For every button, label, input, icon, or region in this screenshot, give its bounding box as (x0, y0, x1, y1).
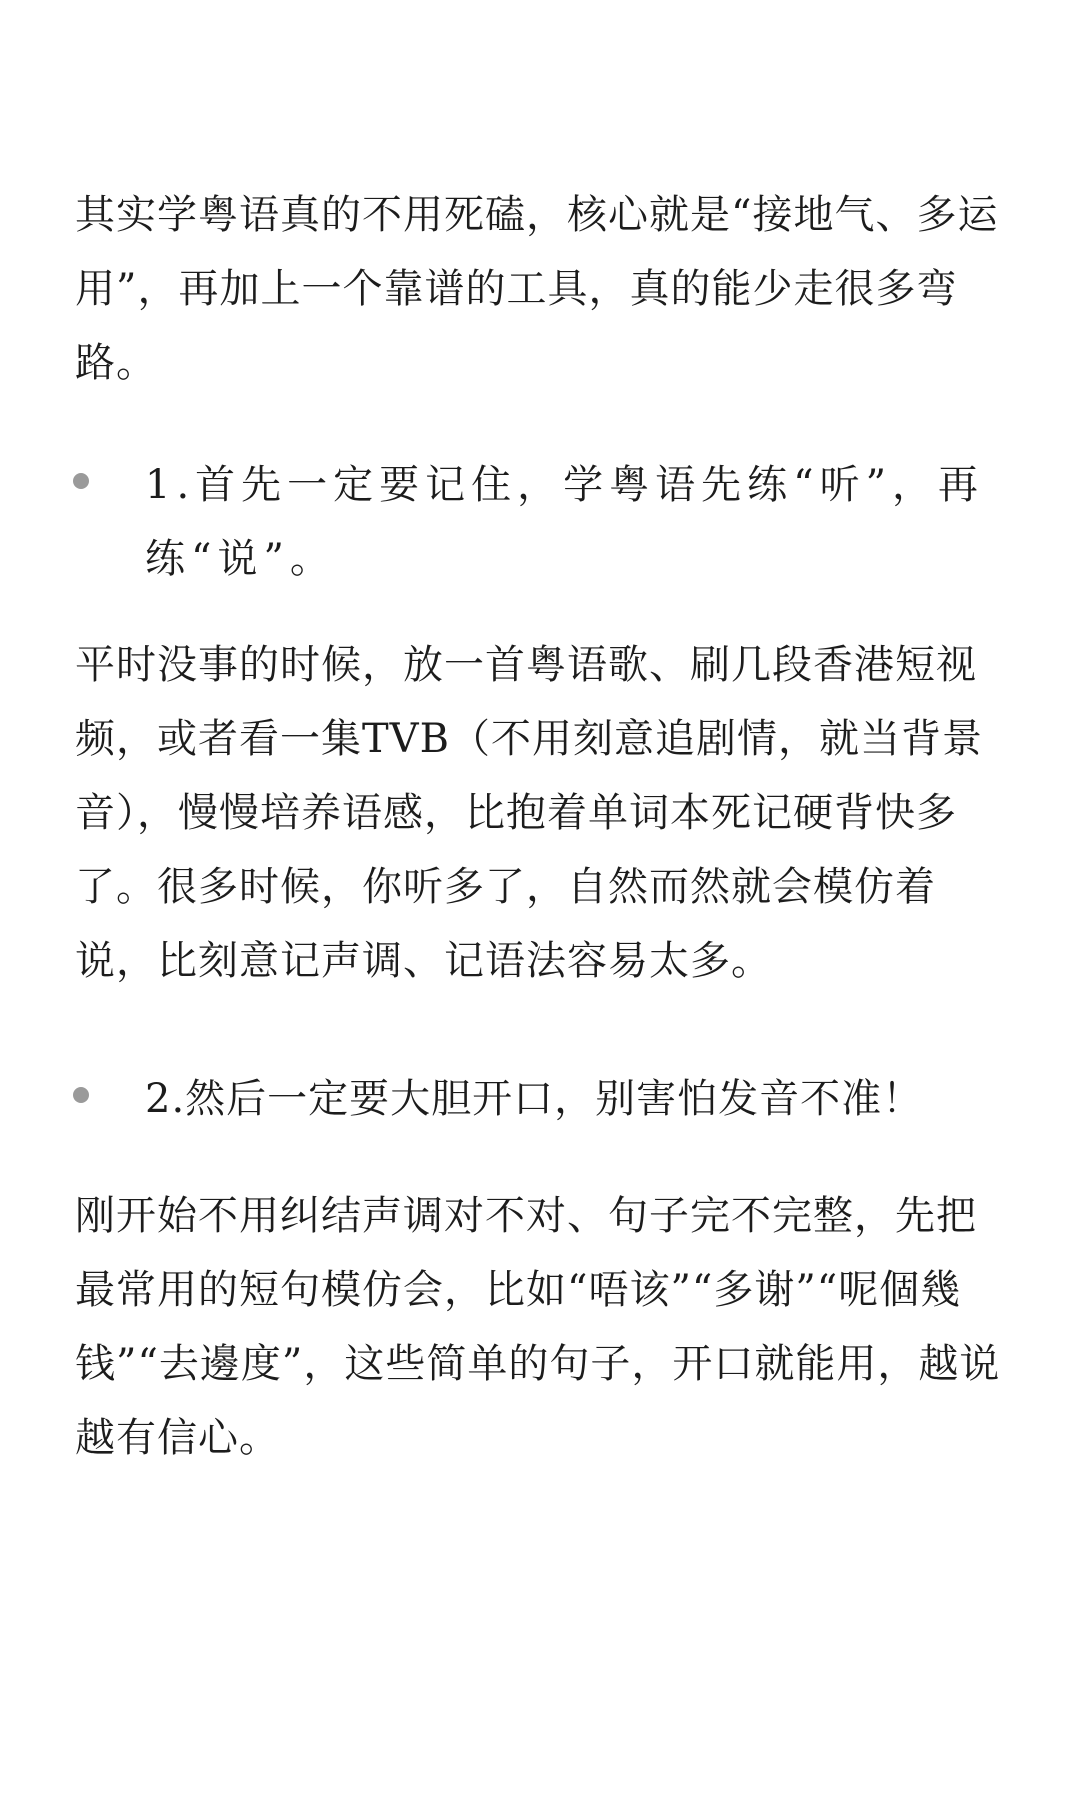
bullet-dot-icon (73, 1087, 89, 1103)
intro-paragraph: 其实学粤语真的不用死磕，核心就是“接地气、多运用”，再加上一个靠谱的工具，真的能少走很多弯路。 (75, 192, 999, 386)
bullet-text: 1.首先一定要记住，学粤语先练“听”，再练“说”。 (145, 462, 985, 582)
bullet-dot-icon (73, 473, 89, 489)
listening-paragraph: 平时没事的时候，放一首粤语歌、刷几段香港短视频，或者看一集TVB（不用刻意追剧情，就当背景音），慢慢培养语感，比抱着单词本死记硬背快多了。很多时候，你听多了，自然而然就会模仿着说，比刻意记声调、记语法容易太多。 (75, 642, 983, 984)
bullet-text: 2.然后一定要大胆开口，别害怕发音不准！ (145, 1076, 924, 1122)
speaking-paragraph: 刚开始不用纠结声调对不对、句子完不完整，先把最常用的短句模仿会，比如“唔该”“多谢”“呢個幾钱”“去邊度”，这些简单的句子，开口就能用，越说越有信心。 (75, 1193, 1001, 1461)
